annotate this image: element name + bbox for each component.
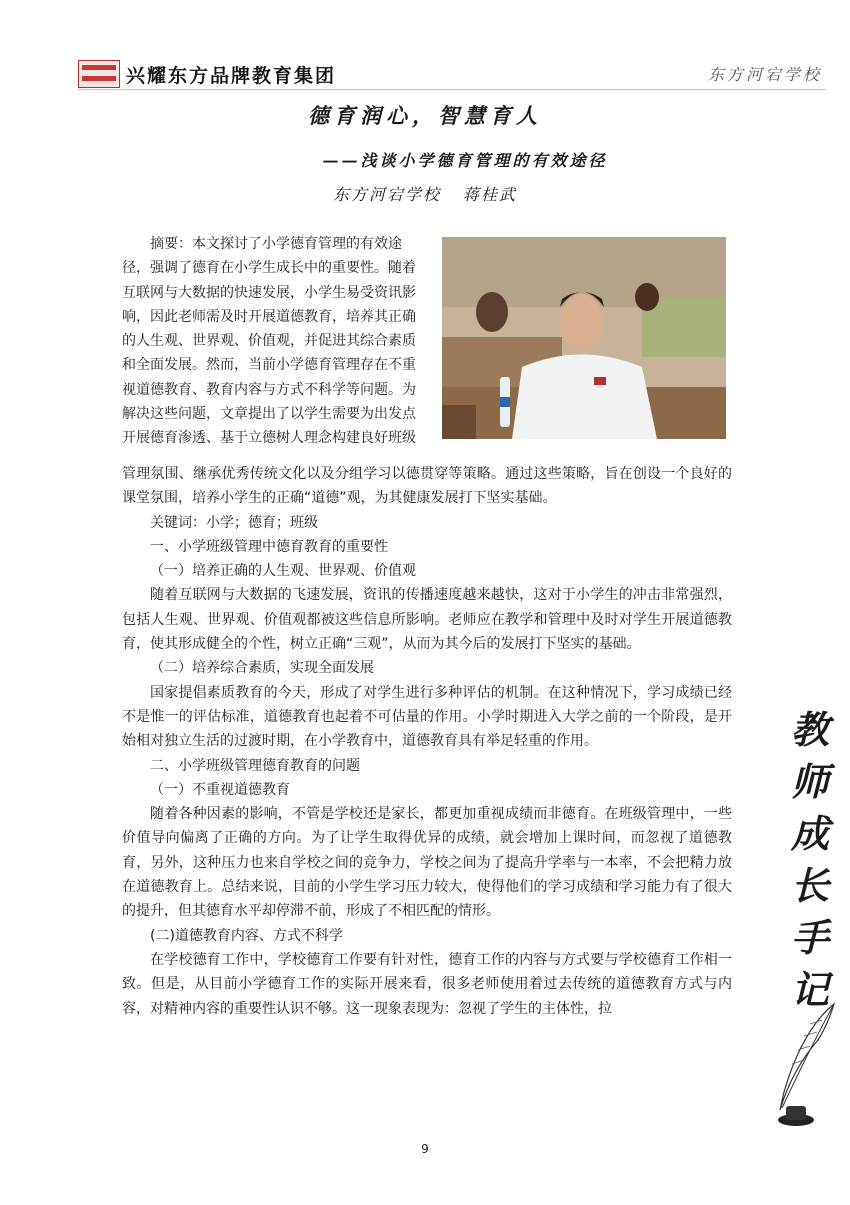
- group-name: 兴耀东方品牌教育集团: [126, 64, 337, 87]
- author-name: 蒋桂武: [463, 185, 518, 204]
- abstract-line: 响，因此老师需及时开展道德教育，培养其正确: [122, 308, 416, 325]
- article-subtitle: ——浅谈小学德育管理的有效途径: [322, 151, 608, 170]
- header-brand: [78, 60, 336, 88]
- abstract-line: 和全面发展。然而，当前小学德育管理存在不重: [122, 357, 416, 374]
- keywords: 关键词：小学；德育；班级: [150, 514, 318, 531]
- paragraph: 随着各种因素的影响，不管是学校还是家长，都更加重视成绩而非德育。在班级管理中，一些价值导向偏离了正确的方向。为了让学生取得优异的成绩，就会增加上课时间，而忽视了道德教育，另外，这种压力也来自学校之间的竞争力，学校之间为了提高升学率与一本率，不会把精力放在道德教育上。总结来说，目前的小学生学习压力较大，使得他们的学习成绩和学习能力有了很大的提升，但其德育水平却停滞不前，形成了不相匹配的情形。: [122, 806, 732, 920]
- sidebar-char: 长: [790, 863, 829, 908]
- group-logo: [78, 60, 120, 88]
- sidebar-char: 教: [790, 707, 829, 752]
- abstract-column: [122, 232, 432, 451]
- subsection-heading: （二）培养综合素质，实现全面发展: [150, 660, 374, 677]
- abstract-line: 摘要：本文探讨了小学德育管理的有效途: [150, 236, 402, 252]
- school-tag: 东方河宕学校: [708, 65, 823, 84]
- paragraph: 随着互联网与大数据的飞速发展，资讯的传播速度越来越快，这对于小学生的冲击非常强烈，包括人生观、世界观、价值观都被这些信息所影响。老师应在教学和管理中及时对学生开展道德教育，使其形成健全的个性，树立正确“三观”，从而为其今后的发展打下坚实的基础。: [122, 587, 732, 653]
- author-photo: [442, 237, 726, 439]
- sidebar-calligraphy: [780, 704, 840, 1016]
- article-body: [122, 462, 732, 1021]
- section-heading: 一、小学班级管理中德育教育的重要性: [150, 538, 388, 555]
- paragraph: 在学校德育工作中，学校德育工作要有针对性，德育工作的内容与方式要与学校德育工作相一致。但是，从目前小学德育工作的实际开展来看，很多老师使用着过去传统的道德教育方式与内容，对精神内容的重要性认识不够。这一现象表现为：忽视了学生的主体性，拉: [122, 951, 732, 1017]
- sidebar-char: 记: [790, 967, 829, 1012]
- abstract-line: 互联网与大数据的快速发展，小学生易受资讯影: [122, 284, 416, 301]
- author-school: 东方河宕学校: [332, 185, 441, 204]
- quill-pen-icon: [762, 1000, 842, 1130]
- sidebar-char: 手: [790, 915, 829, 960]
- sidebar-char: 成: [790, 811, 829, 856]
- page-number: 9: [421, 1142, 429, 1156]
- subsection-heading: （一）不重视道德教育: [150, 781, 290, 798]
- abstract-line: 的人生观、世界观、价值观，并促进其综合素质: [122, 333, 416, 350]
- subsection-heading: (二)道德教育内容、方式不科学: [150, 927, 343, 944]
- abstract-continuation: 管理氛围、继承优秀传统文化以及分组学习以德贯穿等策略。通过这些策略，旨在创设一个良好的课堂氛围，培养小学生的正确“道德”观，为其健康发展打下坚实基础。: [122, 466, 732, 507]
- article-title: 德育润心，智慧育人: [308, 103, 542, 128]
- sidebar-char: 师: [790, 759, 829, 804]
- abstract-line: 解决这些问题，文章提出了以学生需要为出发点: [122, 406, 416, 423]
- abstract-line: 视道德教育、教育内容与方式不科学等问题。为: [122, 381, 416, 398]
- paragraph: 国家提倡素质教育的今天，形成了对学生进行多种评估的机制。在这种情况下，学习成绩已经不是惟一的评估标准，道德教育也起着不可估量的作用。小学时期进入大学之前的一个阶段，是开始相对独立生活的过渡时期，在小学教育中，道德教育具有举足轻重的作用。: [122, 684, 732, 750]
- header-divider: [78, 89, 826, 90]
- abstract-line: 径，强调了德育在小学生成长中的重要性。随着: [122, 260, 416, 277]
- photo-illustration: [442, 237, 726, 439]
- section-heading: 二、小学班级管理德育教育的问题: [150, 757, 360, 774]
- abstract-line: 开展德育渗透、基于立德树人理念构建良好班级: [122, 430, 416, 447]
- author-line: [0, 182, 850, 205]
- subsection-heading: （一）培养正确的人生观、世界观、价值观: [150, 563, 416, 580]
